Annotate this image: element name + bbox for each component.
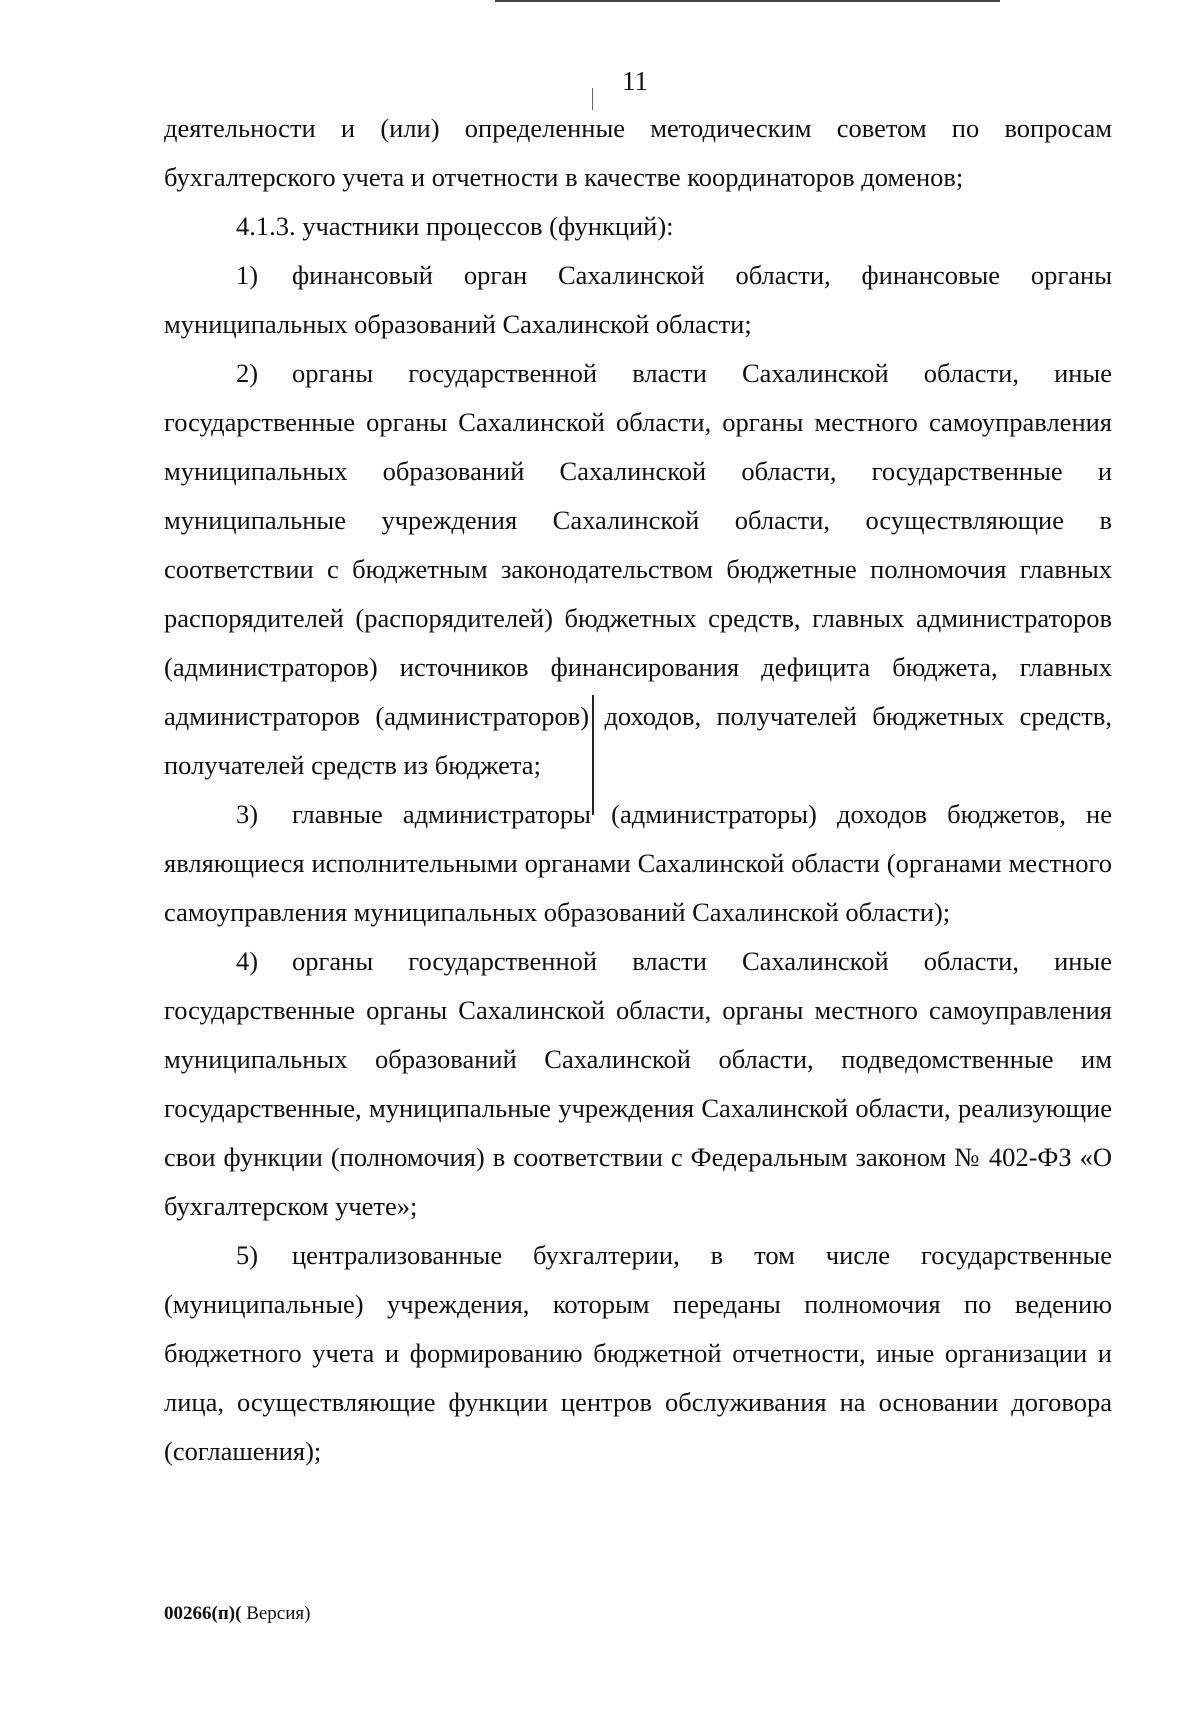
section-heading: 4.1.3. участники процессов (функций): xyxy=(236,211,674,241)
paragraph-continuation: деятельности и (или) определенные методическим советом по вопросам бухгалтерского учета и отчетности в качестве координаторов доменов; xyxy=(164,113,1112,192)
document-body xyxy=(164,104,1112,1476)
list-item xyxy=(164,1231,1112,1476)
scan-edge-line xyxy=(495,0,1000,2)
list-item-number: 2) xyxy=(236,358,259,388)
list-item-number: 5) xyxy=(236,1240,259,1270)
list-item-number: 3) xyxy=(236,799,259,829)
footer-version: Версия) xyxy=(241,1603,311,1624)
list-item-text: централизованные бухгалтерии, в том числе государственные (муниципальные) учреждения, которым переданы полномочия по ведению бюджетного учета и формированию бюджетной отчетности, иные организации и лица, осуществляющие функции центров обслуживания на основании договора (соглашения); xyxy=(164,1240,1112,1466)
list-item-text: органы государственной власти Сахалинской области, иные государственные органы Сахалинской области, органы местного самоуправления муниципальных образований Сахалинской области, подведомственные им государственные, муниципальные учреждения Сахалинской области, реализующие свои функции (полномочия) в соответствии с Федеральным законом № 402-ФЗ «О бухгалтерском учете»; xyxy=(164,946,1112,1221)
list-item xyxy=(164,349,1112,790)
list-item-text: финансовый орган Сахалинской области, финансовые органы муниципальных образований Сахалинской области; xyxy=(164,260,1112,339)
list-item xyxy=(164,251,1112,349)
list-item xyxy=(164,937,1112,1231)
list-item-number: 1) xyxy=(236,260,259,290)
list-item xyxy=(164,790,1112,937)
page-number: 11 xyxy=(622,66,648,96)
list-item-number: 4) xyxy=(236,946,259,976)
footer-code: 00266(п)( xyxy=(164,1603,242,1624)
list-item-text: органы государственной власти Сахалинской области, иные государственные органы Сахалинской области, органы местного самоуправления муниципальных образований Сахалинской области, государственные и муниципальные учреждения Сахалинской области, осуществляющие в соответствии с бюджетным законодательством бюджетные полномочия главных распорядителей (распорядителей) бюджетных средств, главных администраторов (администраторов) источников финансирования дефицита бюджета, главных администраторов (администраторов) доходов, получателей бюджетных средств, получателей средств из бюджета; xyxy=(164,358,1112,780)
document-footer-code xyxy=(164,1603,310,1625)
list-item-text: главные администраторы (администраторы) доходов бюджетов, не являющиеся исполнительными органами Сахалинской области (органами местного самоуправления муниципальных образований Сахалинской области); xyxy=(164,799,1112,927)
